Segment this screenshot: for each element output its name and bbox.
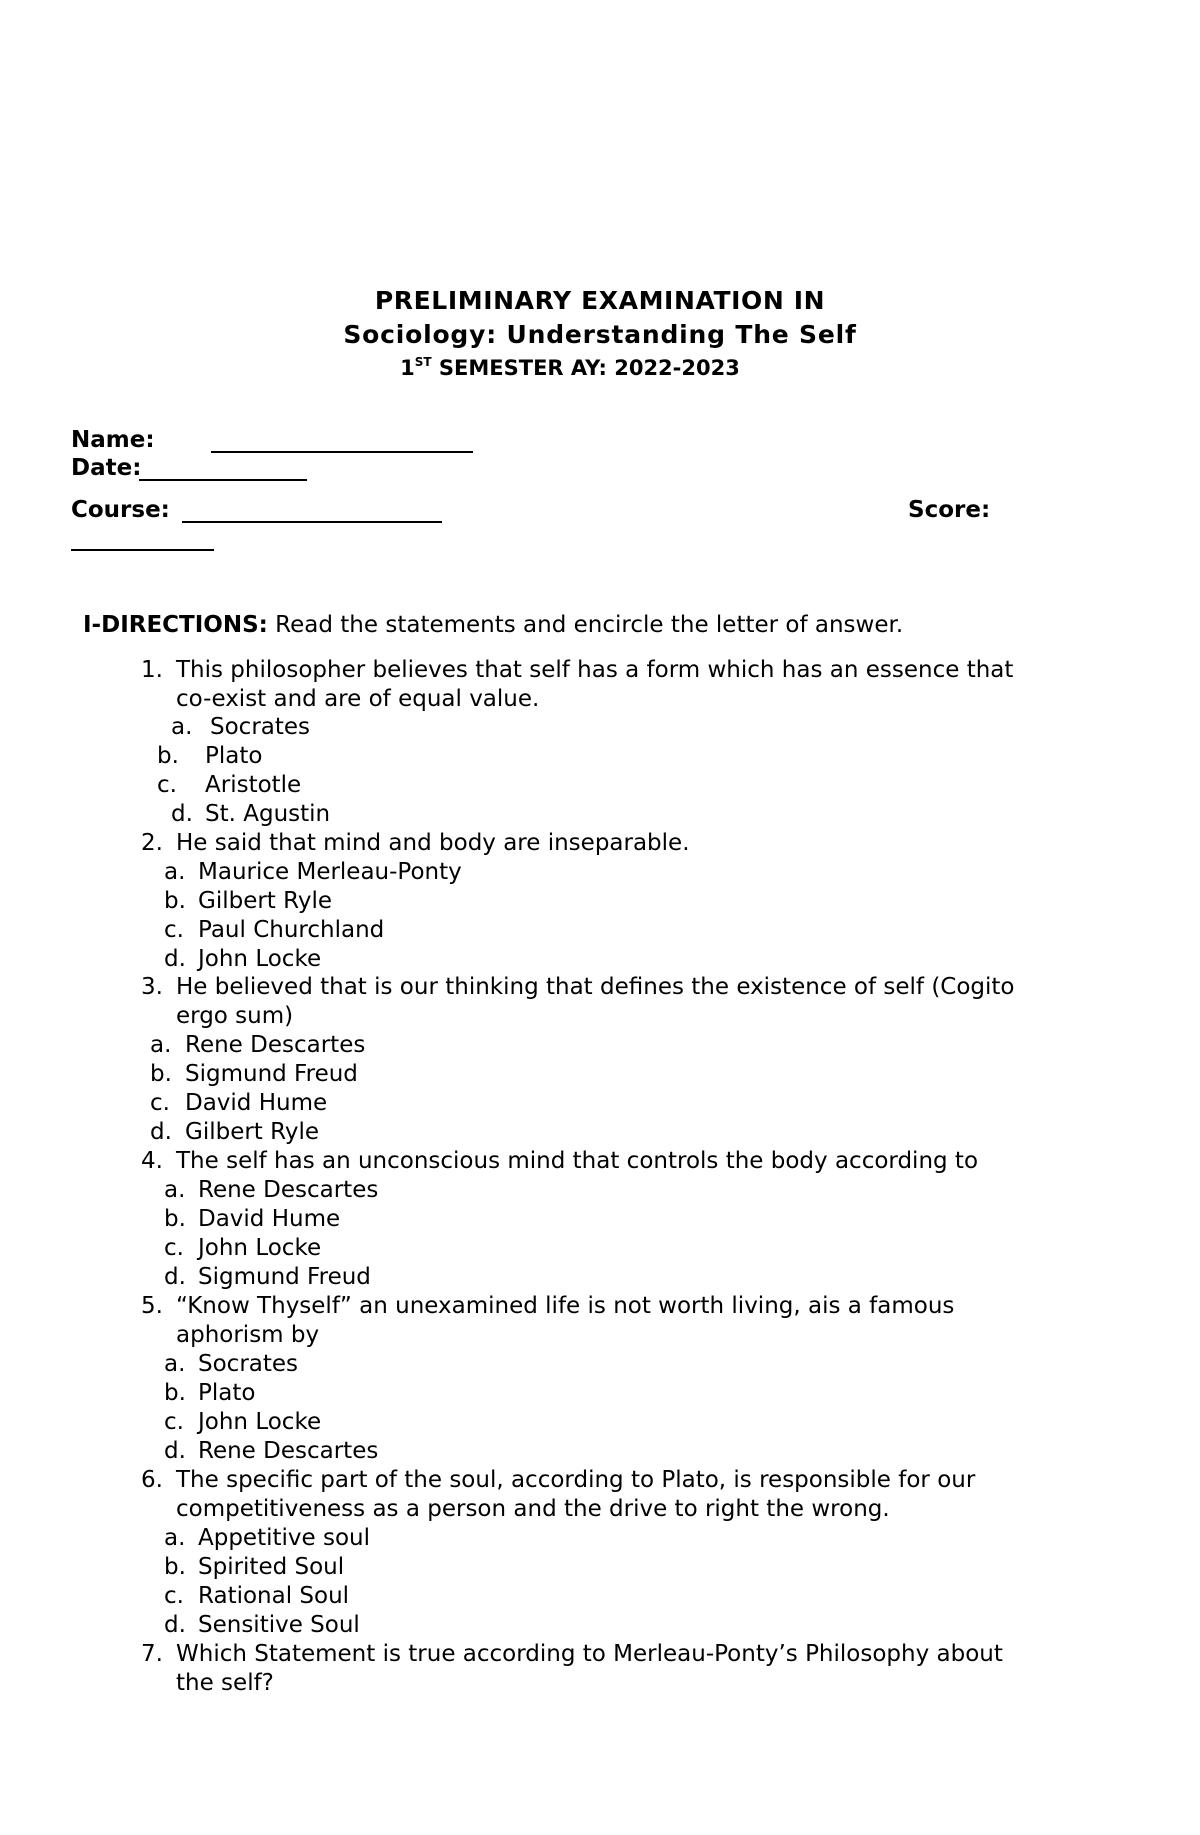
choice-text: John Locke	[198, 946, 322, 972]
exam-title: PRELIMINARY EXAMINATION IN	[374, 286, 826, 315]
question-number: 3.	[141, 974, 163, 1000]
directions	[83, 612, 903, 638]
date-blank[interactable]	[139, 479, 307, 481]
choice-text: Gilbert Ryle	[198, 888, 333, 914]
choice-text: John Locke	[198, 1235, 322, 1261]
score-label: Score:	[908, 497, 991, 523]
choice-text: St. Agustin	[205, 801, 331, 827]
directions-text: Read the statements and encircle the letter of answer.	[267, 612, 904, 638]
course-blank[interactable]	[182, 521, 442, 523]
choice-letter[interactable]: d.	[164, 1264, 186, 1290]
choice-text: Maurice Merleau-Ponty	[198, 859, 462, 885]
choice-letter[interactable]: b.	[164, 1206, 186, 1232]
question-text: competitiveness as a person and the drive to right the wrong.	[176, 1496, 890, 1522]
question-number: 1.	[141, 657, 163, 683]
question-text: The self has an unconscious mind that controls the body according to	[176, 1148, 979, 1174]
choice-text: Rene Descartes	[185, 1032, 366, 1058]
choice-text: Paul Churchland	[198, 917, 385, 943]
choice-letter[interactable]: c.	[157, 772, 177, 798]
choice-text: Socrates	[198, 1351, 299, 1377]
semester-ordinal: ST	[414, 355, 432, 369]
choice-text: Plato	[205, 743, 263, 769]
name-blank[interactable]	[211, 451, 473, 453]
choice-letter[interactable]: b.	[150, 1061, 172, 1087]
question-text: The specific part of the soul, according to Plato, is responsible for our	[176, 1467, 976, 1493]
choice-letter[interactable]: b.	[164, 888, 186, 914]
choice-letter[interactable]: b.	[164, 1554, 186, 1580]
choice-text: Plato	[198, 1380, 256, 1406]
question-text: Which Statement is true according to Merleau-Ponty’s Philosophy about	[176, 1641, 1003, 1667]
choice-text: Rene Descartes	[198, 1438, 379, 1464]
choice-text: Rational Soul	[198, 1583, 350, 1609]
question-number: 7.	[141, 1641, 163, 1667]
question-text: “Know Thyself” an unexamined life is not worth living, ais a famous	[176, 1293, 955, 1319]
question-text: He said that mind and body are inseparable.	[176, 830, 690, 856]
choice-text: Sensitive Soul	[198, 1612, 360, 1638]
semester-number: 1	[400, 356, 415, 380]
choice-text: Aristotle	[205, 772, 302, 798]
choice-letter[interactable]: c.	[164, 917, 184, 943]
choice-letter[interactable]: a.	[171, 714, 193, 740]
subject-title: Sociology: Understanding The Self	[343, 320, 857, 349]
choice-text: Gilbert Ryle	[185, 1119, 320, 1145]
choice-text: Appetitive soul	[198, 1525, 370, 1551]
question-number: 2.	[141, 830, 163, 856]
question-text: He believed that is our thinking that defines the existence of self (Cogito	[176, 974, 1015, 1000]
choice-letter[interactable]: a.	[164, 1525, 186, 1551]
course-label: Course:	[71, 497, 170, 523]
choice-letter[interactable]: d.	[164, 1438, 186, 1464]
choice-text: David Hume	[185, 1090, 328, 1116]
choice-letter[interactable]: b.	[157, 743, 179, 769]
question-text: ergo sum)	[176, 1003, 294, 1029]
semester-text: SEMESTER AY: 2022-2023	[431, 356, 740, 380]
choice-letter[interactable]: c.	[164, 1409, 184, 1435]
name-label: Name:	[71, 427, 155, 453]
choice-letter[interactable]: d.	[164, 1612, 186, 1638]
question-number: 5.	[141, 1293, 163, 1319]
choice-text: Rene Descartes	[198, 1177, 379, 1203]
choice-letter[interactable]: a.	[164, 1177, 186, 1203]
score-blank[interactable]	[71, 549, 214, 551]
choice-letter[interactable]: a.	[164, 859, 186, 885]
question-text: co-exist and are of equal value.	[176, 686, 540, 712]
question-text: aphorism by	[176, 1322, 320, 1348]
question-number: 4.	[141, 1148, 163, 1174]
choice-letter[interactable]: c.	[164, 1583, 184, 1609]
choice-text: Sigmund Freud	[198, 1264, 371, 1290]
choice-letter[interactable]: b.	[164, 1380, 186, 1406]
choice-text: Socrates	[210, 714, 311, 740]
choice-letter[interactable]: d.	[164, 946, 186, 972]
directions-label: I-DIRECTIONS:	[83, 612, 268, 638]
semester-line	[0, 355, 1170, 380]
date-label: Date:	[71, 455, 142, 481]
choice-text: Sigmund Freud	[185, 1061, 358, 1087]
choice-letter[interactable]: c.	[150, 1090, 170, 1116]
choice-letter[interactable]: d.	[150, 1119, 172, 1145]
choice-letter[interactable]: a.	[150, 1032, 172, 1058]
choice-text: Spirited Soul	[198, 1554, 345, 1580]
choice-letter[interactable]: a.	[164, 1351, 186, 1377]
question-text: This philosopher believes that self has a form which has an essence that	[176, 657, 1014, 683]
choice-text: David Hume	[198, 1206, 341, 1232]
question-text: the self?	[176, 1670, 274, 1696]
question-number: 6.	[141, 1467, 163, 1493]
choice-letter[interactable]: c.	[164, 1235, 184, 1261]
choice-text: John Locke	[198, 1409, 322, 1435]
choice-letter[interactable]: d.	[171, 801, 193, 827]
